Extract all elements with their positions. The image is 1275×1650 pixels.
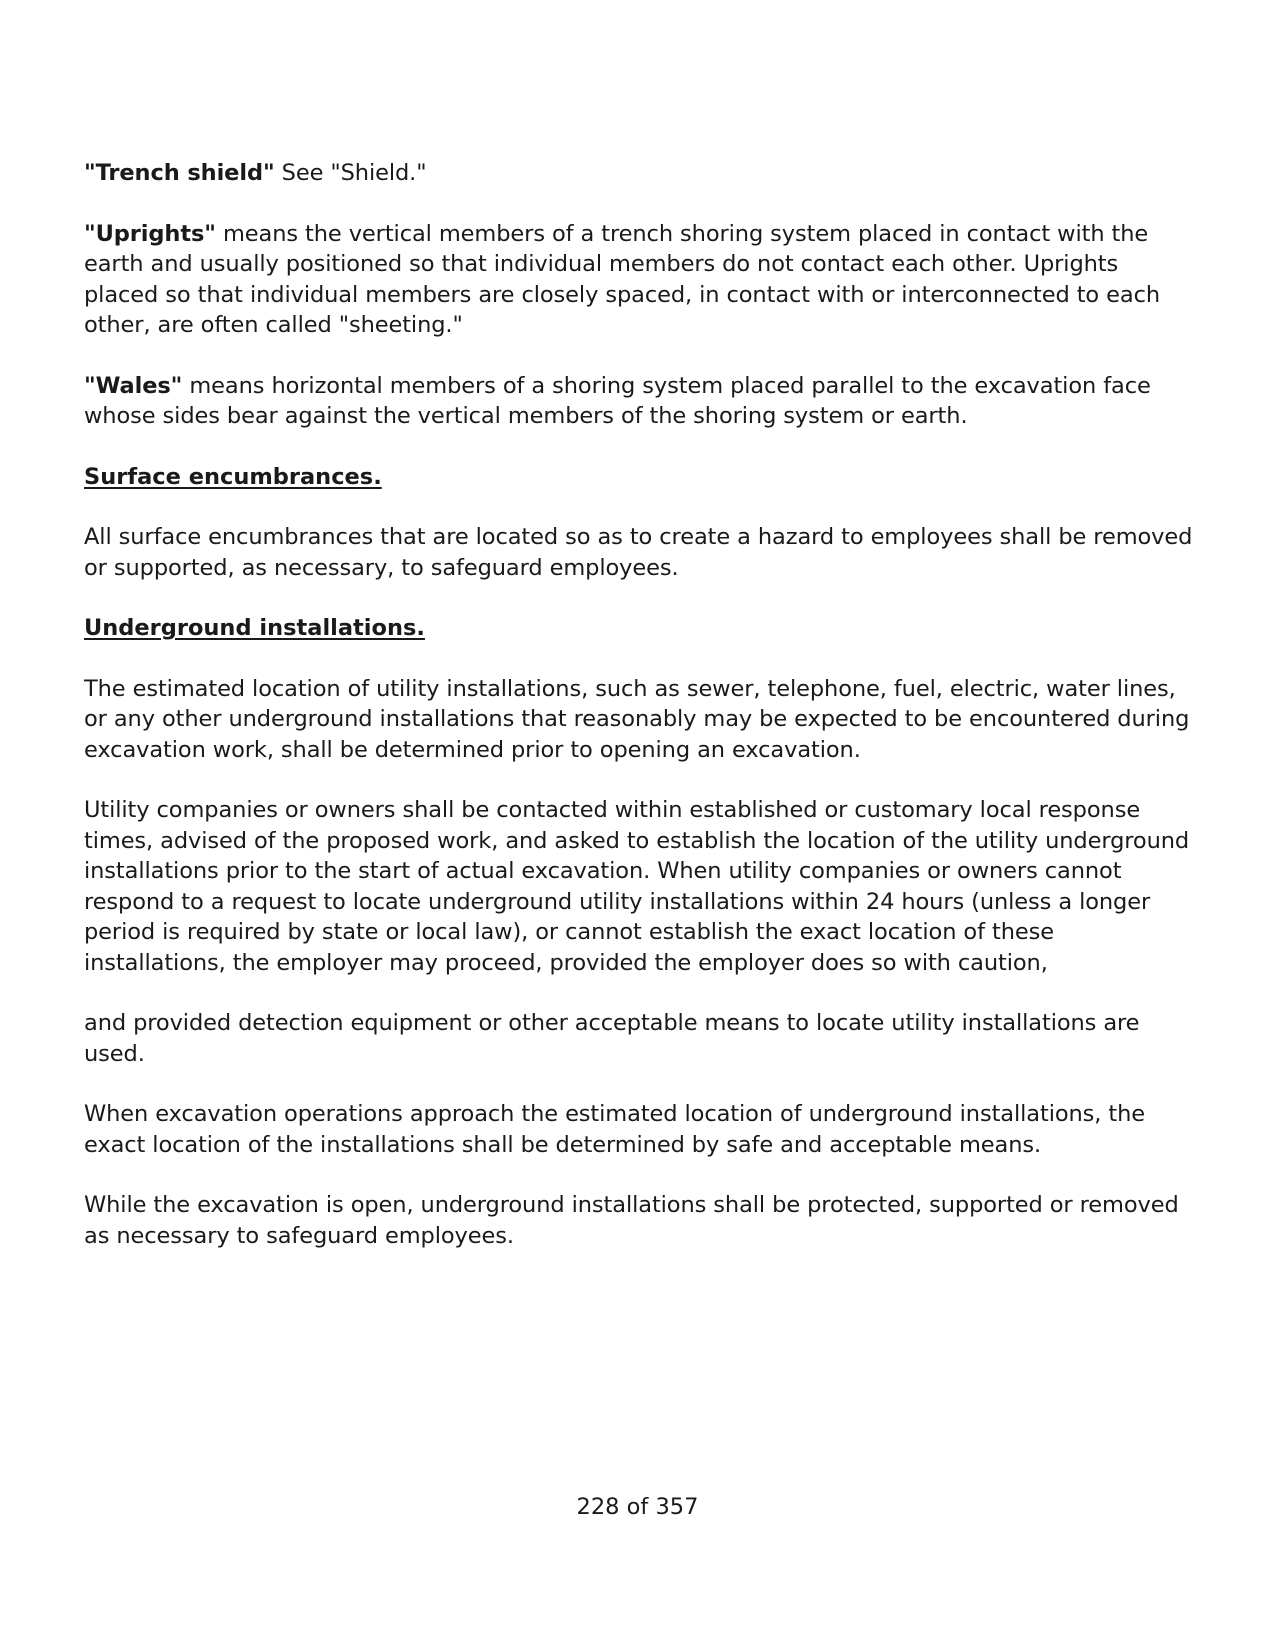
document-body: [84, 158, 1199, 1281]
definition-wales: [84, 371, 1199, 432]
section-heading-underground-installations: Underground installations.: [84, 615, 425, 641]
definition-term: "Wales": [84, 372, 183, 399]
definition-term: "Uprights": [84, 220, 216, 247]
page-number: 228 of 357: [576, 1494, 699, 1520]
definition-text: means the vertical members of a trench shoring system placed in contact with the earth and usually positioned so that individual members do not contact each other. Uprights placed so that individual members are closely spaced, in contact with or interconnected to each other, are often called "sheeting.": [84, 220, 1161, 338]
definition-text: means horizontal members of a shoring system placed parallel to the excavation face whose sides bear against the vertical members of the shoring system or earth.: [84, 372, 1151, 429]
definition-text: See "Shield.": [274, 160, 427, 186]
definition-uprights: [84, 219, 1199, 341]
section-paragraph: While the excavation is open, underground installations shall be protected, supported or removed as necessary to safeguard employees.: [84, 1192, 1179, 1249]
section-paragraph: The estimated location of utility installations, such as sewer, telephone, fuel, electric, water lines, or any other underground installations that reasonably may be expected to be encountered during excavation work, shall be determined prior to opening an excavation.: [84, 675, 1190, 763]
section-paragraph: All surface encumbrances that are located so as to create a hazard to employees shall be removed or supported, as necessary, to safeguard employees.: [84, 524, 1193, 581]
definition-trench-shield: [84, 158, 1199, 189]
definition-term: "Trench shield": [84, 160, 275, 186]
section-paragraph: and provided detection equipment or other acceptable means to locate utility installations are used.: [84, 1010, 1140, 1067]
section-heading-surface-encumbrances: Surface encumbrances.: [84, 463, 382, 490]
section-paragraph: Utility companies or owners shall be contacted within established or customary local response times, advised of the proposed work, and asked to establish the location of the utility underground installations prior to the start of actual excavation. When utility companies or owners cannot respond to a request to locate underground utility installations within 24 hours (unless a longer period is required by state or local law), or cannot establish the exact location of these installations, the employer may proceed, provided the employer does so with caution,: [84, 797, 1190, 976]
section-paragraph: When excavation operations approach the estimated location of underground installations, the exact location of the installations shall be determined by safe and acceptable means.: [84, 1101, 1146, 1158]
